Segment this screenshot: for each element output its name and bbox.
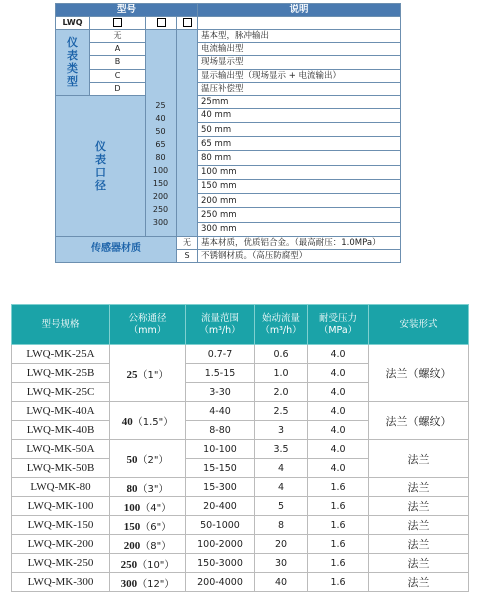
mount-cell: 法兰 [369,573,469,592]
model-cell: LWQ-MK-25B [12,364,110,383]
spec-row [12,402,469,421]
bore-desc: 200 mm [198,194,401,208]
header-pressure: 耐受压力 （MPa） [308,305,369,345]
bore-code: 40 [155,114,166,123]
bore-code: 100 [152,166,169,175]
type-code: A [90,43,146,56]
pressure-cell: 1.6 [308,535,369,554]
type-code: 无 [90,30,146,43]
type-row [56,56,401,69]
flow-range-cell: 8-80 [186,421,255,440]
start-flow-cell: 20 [255,535,308,554]
bore-code-column [145,100,176,229]
flow-range-cell: 50-1000 [186,516,255,535]
bore-code: 50 [155,127,166,136]
type-desc: 现场显示型 [198,56,401,69]
mount-cell: 法兰 [369,516,469,535]
header-model: 型号 [56,4,198,17]
spec-row [12,497,469,516]
nominal-diameter-cell: 80（3"） [110,478,186,497]
nominal-diameter-cell: 50（2"） [110,440,186,478]
material-desc: 基本材质，优质铝合金。（最高耐压：1.0MPa） [198,236,401,249]
start-flow-cell: 40 [255,573,308,592]
pressure-cell: 4.0 [308,421,369,440]
bore-code: 300 [152,218,169,227]
start-flow-cell: 30 [255,554,308,573]
material-group-label: 传感器材质 [56,236,177,262]
type-row [56,43,401,56]
pressure-cell: 1.6 [308,554,369,573]
nominal-diameter-cell: 150（6"） [110,516,186,535]
model-cell: LWQ-MK-40B [12,421,110,440]
header-nominal-diameter: 公称通径 （mm） [110,305,186,345]
start-flow-cell: 4 [255,478,308,497]
bore-desc: 250 mm [198,208,401,222]
bore-desc: 300 mm [198,222,401,236]
type-row [56,30,401,43]
model-cell: LWQ-MK-25C [12,383,110,402]
nominal-diameter-cell: 100（4"） [110,497,186,516]
model-cell: LWQ-MK-50A [12,440,110,459]
material-column-fill [177,30,198,236]
pressure-cell: 4.0 [308,345,369,364]
checkbox-icon [157,18,166,27]
start-flow-cell: 3 [255,421,308,440]
pressure-cell: 1.6 [308,497,369,516]
model-cell: LWQ-MK-300 [12,573,110,592]
bore-code: 150 [152,179,169,188]
type-code: C [90,69,146,82]
pressure-cell: 1.6 [308,478,369,497]
type-desc: 电流输出型 [198,43,401,56]
material-code: 无 [177,236,198,249]
type-desc: 显示输出型（现场显示 + 电流输出） [198,69,401,82]
spec-row [12,478,469,497]
start-flow-cell: 0.6 [255,345,308,364]
pressure-cell: 1.6 [308,516,369,535]
nominal-diameter-cell: 250（10"） [110,554,186,573]
flow-range-cell: 3-30 [186,383,255,402]
mount-cell: 法兰（螺纹） [369,345,469,402]
flow-range-cell: 1.5-15 [186,364,255,383]
mount-cell: 法兰（螺纹） [369,402,469,440]
bore-desc: 150 mm [198,179,401,193]
nominal-diameter-cell: 300（12"） [110,573,186,592]
material-code: S [177,249,198,262]
start-flow-cell: 2.5 [255,402,308,421]
mount-cell: 法兰 [369,497,469,516]
mount-cell: 法兰 [369,478,469,497]
header-start-flow: 始动流量 （m³/h） [255,305,308,345]
material-slot [177,17,198,30]
checkbox-icon [183,18,192,27]
spec-row [12,535,469,554]
pressure-cell: 4.0 [308,459,369,478]
flow-range-cell: 100-2000 [186,535,255,554]
bore-row [56,95,401,108]
flow-range-cell: 4-40 [186,402,255,421]
flow-range-cell: 0.7-7 [186,345,255,364]
flow-range-cell: 15-300 [186,478,255,497]
type-row [56,69,401,82]
pressure-cell: 4.0 [308,440,369,459]
flow-range-cell: 20-400 [186,497,255,516]
pressure-cell: 4.0 [308,364,369,383]
bore-desc: 65 mm [198,137,401,151]
mount-cell: 法兰 [369,554,469,573]
bore-desc: 80 mm [198,151,401,165]
pressure-cell: 4.0 [308,402,369,421]
bore-code: 250 [152,205,169,214]
bore-desc: 50 mm [198,123,401,137]
start-flow-cell: 5 [255,497,308,516]
spec-header-row [12,305,469,345]
spec-row [12,573,469,592]
bore-slot [146,17,177,30]
flow-range-cell: 150-3000 [186,554,255,573]
mount-cell: 法兰 [369,440,469,478]
header-model-spec: 型号规格 [12,305,110,345]
material-row [56,236,401,249]
pressure-cell: 1.6 [308,573,369,592]
blank-cell [198,17,401,30]
spec-table [11,304,469,592]
start-flow-cell: 2.0 [255,383,308,402]
bore-desc: 100 mm [198,165,401,179]
pressure-cell: 4.0 [308,383,369,402]
type-slot [90,17,146,30]
nominal-diameter-cell: 40（1.5"） [110,402,186,440]
model-cell: LWQ-MK-80 [12,478,110,497]
start-flow-cell: 3.5 [255,440,308,459]
type-group-label: 仪 表 类 型 [56,30,90,96]
model-cell: LWQ-MK-150 [12,516,110,535]
model-cell: LWQ-MK-200 [12,535,110,554]
type-desc: 基本型，脉冲输出 [198,30,401,43]
start-flow-cell: 4 [255,459,308,478]
model-cell: LWQ-MK-50B [12,459,110,478]
model-cell: LWQ-MK-25A [12,345,110,364]
type-row [56,82,401,95]
nominal-diameter-cell: 25（1"） [110,345,186,402]
checkbox-icon [113,18,122,27]
header-description: 说明 [198,4,401,17]
model-selection-table [55,3,401,263]
model-cell: LWQ-MK-100 [12,497,110,516]
type-code: B [90,56,146,69]
spec-row [12,345,469,364]
spec-row [12,554,469,573]
nominal-diameter-cell: 200（8"） [110,535,186,554]
model-prefix: LWQ [56,17,90,30]
mount-cell: 法兰 [369,535,469,554]
bore-code: 80 [155,153,166,162]
bore-desc: 25mm [198,95,401,108]
header-mount: 安装形式 [369,305,469,345]
header-row [56,4,401,17]
type-desc: 温压补偿型 [198,82,401,95]
start-flow-cell: 8 [255,516,308,535]
model-cell: LWQ-MK-250 [12,554,110,573]
bore-desc: 40 mm [198,108,401,122]
model-cell: LWQ-MK-40A [12,402,110,421]
spec-row [12,440,469,459]
bore-code: 25 [155,101,166,110]
flow-range-cell: 15-150 [186,459,255,478]
start-flow-cell: 1.0 [255,364,308,383]
flow-range-cell: 10-100 [186,440,255,459]
flow-range-cell: 200-4000 [186,573,255,592]
spec-row [12,516,469,535]
prefix-row [56,17,401,30]
header-flow-range: 流量范围 （m³/h） [186,305,255,345]
bore-code: 200 [152,192,169,201]
type-code: D [90,82,146,95]
bore-group-label: 仪 表 口 径 [56,95,146,236]
bore-code: 65 [155,140,166,149]
material-desc: 不锈钢材质。（高压防腐型） [198,249,401,262]
